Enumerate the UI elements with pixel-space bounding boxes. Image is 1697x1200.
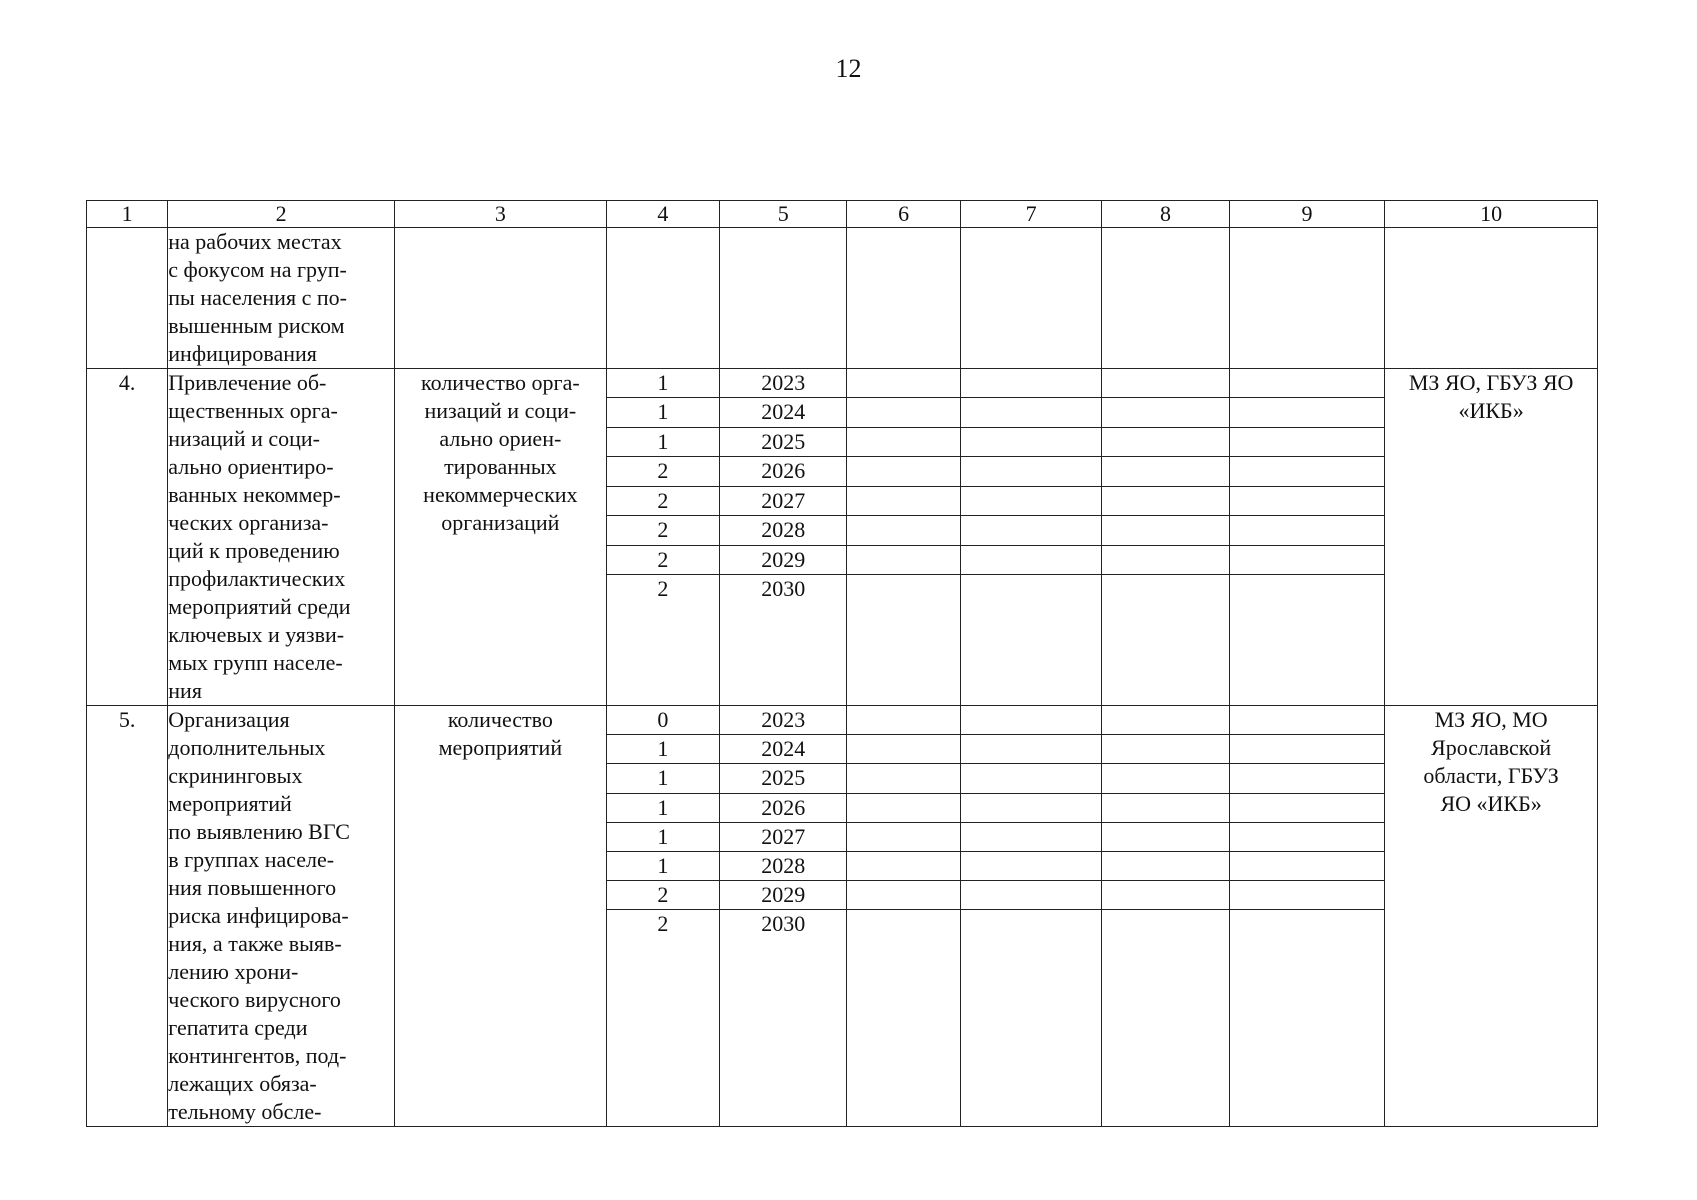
item-description: Организация дополнительных скрининговых мероприятий по выявлению ВГС в группах населе- ния повышенного риска инфицирова- ния, а также выяв- лению хрони- ческого вирусного гепатита среди контингентов, под- лежащих обяза- тельному обсле-: [168, 706, 395, 1127]
empty-cell: [1229, 545, 1385, 574]
target-value: 1: [606, 852, 719, 881]
empty-cell: [847, 910, 960, 1127]
target-value: 2: [606, 574, 719, 705]
year: 2027: [720, 486, 847, 515]
empty-cell: [847, 881, 960, 910]
empty-cell: [847, 574, 960, 705]
empty-cell: [847, 369, 960, 398]
year: 2023: [720, 369, 847, 398]
empty-cell: [960, 852, 1101, 881]
empty-cell: [960, 574, 1101, 705]
column-number: 4: [606, 201, 719, 228]
target-value: 2: [606, 910, 719, 1127]
empty-cell: [847, 793, 960, 822]
year: 2024: [720, 735, 847, 764]
target-value: 2: [606, 881, 719, 910]
empty-cell: [847, 228, 960, 369]
item-number: 5.: [87, 706, 168, 1127]
empty-cell: [960, 822, 1101, 851]
year: 2027: [720, 822, 847, 851]
table-row: [87, 228, 1598, 369]
target-value: 1: [606, 398, 719, 427]
year: 2029: [720, 881, 847, 910]
empty-cell: [1102, 486, 1229, 515]
empty-cell: [1102, 427, 1229, 456]
empty-cell: [1229, 516, 1385, 545]
item-description: Привлечение об- щественных орга- низаций и соци- ально ориентиро- ванных некоммер- ческих организа- ций к проведению профилактических мероприятий среди ключевых и уязви- мых групп населе- ния: [168, 369, 395, 706]
empty-cell: [1102, 793, 1229, 822]
target-value: 2: [606, 545, 719, 574]
empty-cell: [1229, 706, 1385, 735]
empty-cell: [1102, 764, 1229, 793]
empty-cell: [847, 427, 960, 456]
empty-cell: [1229, 764, 1385, 793]
year: 2026: [720, 457, 847, 486]
column-number: 6: [847, 201, 960, 228]
target-value: 2: [606, 486, 719, 515]
target-value: 1: [606, 764, 719, 793]
item-unit: количество мероприятий: [395, 706, 607, 1127]
year: 2030: [720, 574, 847, 705]
column-number: 2: [168, 201, 395, 228]
empty-cell: [1102, 881, 1229, 910]
empty-cell: [847, 764, 960, 793]
empty-cell: [960, 516, 1101, 545]
column-number-row: [87, 201, 1598, 228]
column-number: 8: [1102, 201, 1229, 228]
empty-cell: [960, 486, 1101, 515]
empty-cell: [960, 398, 1101, 427]
empty-cell: [960, 457, 1101, 486]
year-cell: [720, 228, 847, 369]
target-value: 1: [606, 822, 719, 851]
column-number: 7: [960, 201, 1101, 228]
empty-cell: [1102, 852, 1229, 881]
empty-cell: [1102, 228, 1229, 369]
column-number: 9: [1229, 201, 1385, 228]
year: 2025: [720, 427, 847, 456]
empty-cell: [1229, 457, 1385, 486]
target-value: 0: [606, 706, 719, 735]
empty-cell: [960, 910, 1101, 1127]
column-number: 5: [720, 201, 847, 228]
year: 2025: [720, 764, 847, 793]
empty-cell: [1102, 369, 1229, 398]
column-number: 3: [395, 201, 607, 228]
empty-cell: [1102, 516, 1229, 545]
empty-cell: [1229, 735, 1385, 764]
table-row: [87, 369, 1598, 398]
target-value: 1: [606, 369, 719, 398]
empty-cell: [1102, 457, 1229, 486]
table-row: [87, 706, 1598, 735]
empty-cell: [847, 822, 960, 851]
empty-cell: [1229, 228, 1385, 369]
empty-cell: [960, 881, 1101, 910]
empty-cell: [847, 735, 960, 764]
target-value: 1: [606, 793, 719, 822]
empty-cell: [1229, 574, 1385, 705]
item-description: на рабочих местах с фокусом на груп- пы населения с по- вышенным риском инфицирования: [168, 228, 395, 369]
empty-cell: [1102, 706, 1229, 735]
empty-cell: [847, 706, 960, 735]
empty-cell: [960, 764, 1101, 793]
year: 2029: [720, 545, 847, 574]
empty-cell: [960, 545, 1101, 574]
empty-cell: [1229, 910, 1385, 1127]
empty-cell: [1229, 822, 1385, 851]
empty-cell: [1229, 793, 1385, 822]
empty-cell: [1229, 398, 1385, 427]
column-number: 10: [1385, 201, 1598, 228]
empty-cell: [847, 545, 960, 574]
empty-cell: [1229, 881, 1385, 910]
responsible-cell: [1385, 228, 1598, 369]
year: 2023: [720, 706, 847, 735]
year: 2028: [720, 852, 847, 881]
target-value: 2: [606, 516, 719, 545]
empty-cell: [847, 852, 960, 881]
target-value: 1: [606, 735, 719, 764]
empty-cell: [1102, 910, 1229, 1127]
empty-cell: [960, 735, 1101, 764]
year: 2024: [720, 398, 847, 427]
empty-cell: [960, 427, 1101, 456]
value-cell: [606, 228, 719, 369]
target-value: 2: [606, 457, 719, 486]
empty-cell: [1102, 822, 1229, 851]
empty-cell: [960, 793, 1101, 822]
responsible-executors: МЗ ЯО, ГБУЗ ЯО «ИКБ»: [1385, 369, 1598, 706]
item-number: 4.: [87, 369, 168, 706]
empty-cell: [1102, 735, 1229, 764]
year: 2028: [720, 516, 847, 545]
empty-cell: [1229, 852, 1385, 881]
empty-cell: [847, 457, 960, 486]
column-number: 1: [87, 201, 168, 228]
empty-cell: [1102, 545, 1229, 574]
empty-cell: [847, 398, 960, 427]
empty-cell: [1102, 574, 1229, 705]
page-number: 12: [835, 54, 862, 83]
empty-cell: [960, 228, 1101, 369]
empty-cell: [1229, 369, 1385, 398]
unit-cell: [395, 228, 607, 369]
measures-table: [86, 200, 1598, 1127]
empty-cell: [1229, 486, 1385, 515]
item-number-cell: [87, 228, 168, 369]
year: 2026: [720, 793, 847, 822]
responsible-executors: МЗ ЯО, МО Ярославской области, ГБУЗ ЯО «ИКБ»: [1385, 706, 1598, 1127]
item-unit: количество орга- низаций и соци- ально ориен- тированных некоммерческих организаций: [395, 369, 607, 706]
target-value: 1: [606, 427, 719, 456]
empty-cell: [847, 486, 960, 515]
empty-cell: [847, 516, 960, 545]
empty-cell: [1229, 427, 1385, 456]
empty-cell: [1102, 398, 1229, 427]
empty-cell: [960, 706, 1101, 735]
empty-cell: [960, 369, 1101, 398]
year: 2030: [720, 910, 847, 1127]
